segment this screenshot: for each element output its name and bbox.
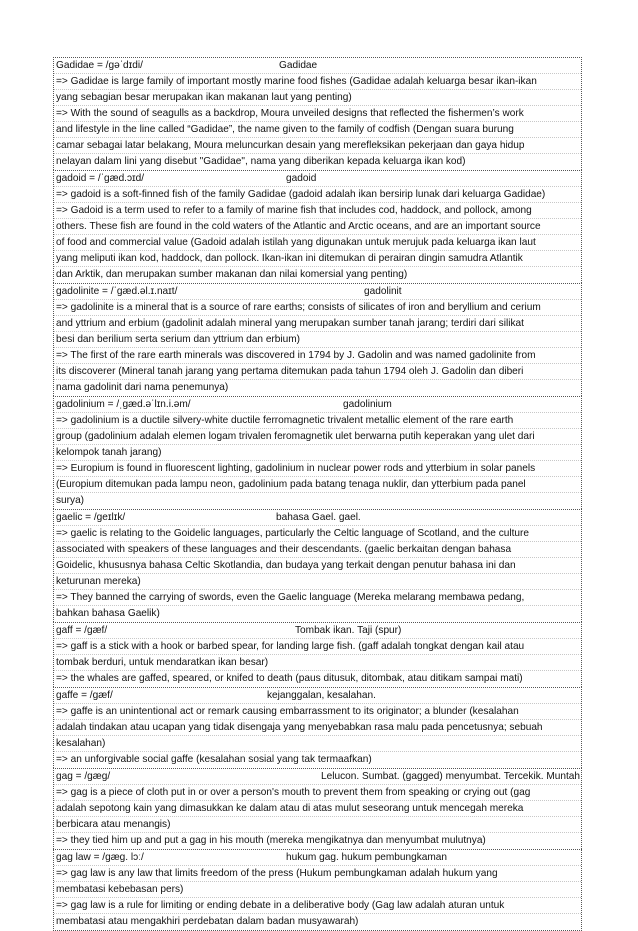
translation: Lelucon. Sumbat. (gagged) menyumbat. Tercekik. Muntah [321,771,581,782]
definition-line: bahkan bahasa Gaelik) [56,608,160,619]
dictionary-entry [53,768,582,849]
definition-line: nelayan dalam lini yang disebut "Gadidae", nama yang diberikan kepada keluarga ikan kod) [56,156,466,167]
definition-line: => Gadidae is large family of important mostly marine food fishes (Gadidae adalah keluarga besar ikan-ikan [54,74,581,90]
entry-header [54,850,581,866]
headword: gadoid = /ˈɡæd.ɔɪd/ [56,173,145,184]
definition-line: => With the sound of seagulls as a backdrop, Moura unveiled designs that reflected the fishermen’s work [54,106,581,122]
definition-line: (Europium ditemukan pada lampu neon, gadolinium pada batang tenaga nuklir, dan ytterbium pada panel [54,477,581,493]
translation: gadolinium [343,399,392,410]
entry-header [54,171,581,187]
definition-line: tombak berduri, untuk mendaratkan ikan besar) [54,655,581,671]
entry-header [54,397,581,413]
dictionary-entry [53,509,582,622]
translation: Tombak ikan. Taji (spur) [295,625,402,636]
definition-line: others. These fish are found in the cold waters of the Atlantic and Arctic oceans, and are an important source [54,219,581,235]
definition-line: group (gadolinium adalah elemen logam trivalen feromagnetik ulet berwarna putih keperakan yang ulet dari [54,429,581,445]
dictionary-entry [53,57,582,170]
definition-line: => gaelic is relating to the Goidelic languages, particularly the Celtic language of Scotland, and the culture [54,526,581,542]
definition-line: => They banned the carrying of swords, even the Gaelic language (Mereka melarang membawa pedang, [54,590,581,606]
translation: Gadidae [279,60,318,71]
definition-line: membatasi kebebasan pers) [54,882,581,898]
headword: gag law = /ɡæɡ. lɔː/ [56,852,144,863]
definition-line: => they tied him up and put a gag in his mouth (mereka mengikatnya dan menyumbat mulutnya) [56,835,486,846]
definition-line: dan Arktik, dan merupakan sumber makanan dan nilai komersial yang penting) [56,269,408,280]
headword: gadolinite = /ˈɡæd.əl.ɪ.naɪt/ [56,286,178,297]
entry-header [54,769,581,785]
definition-line: => gag law is a rule for limiting or ending debate in a deliberative body (Gag law adalah aturan untuk [54,898,581,914]
definition-line: => gaffe is an unintentional act or remark causing embarrassment to its originator; a blunder (kesalahan [54,704,581,720]
definition-line: yang meliputi ikan kod, haddock, dan pollock. Ikan-ikan ini ditemukan di perairan dingin samudra Atlantik [54,251,581,267]
definition-line: => gadoid is a soft-finned fish of the family Gadidae (gadoid adalah ikan bersirip lunak dari keluarga Gadidae) [54,187,581,203]
dictionary-entry [53,170,582,283]
definition-line: => Gadoid is a term used to refer to a family of marine fish that includes cod, haddock, and pollock, among [54,203,581,219]
definition-line: kelompok tanah jarang) [54,445,581,461]
entry-header [54,623,581,639]
definition-line: kesalahan) [54,736,581,752]
headword: gaff = /ɡæf/ [56,625,108,636]
entry-header [54,58,581,74]
definition-line: of food and commercial value (Gadoid adalah istilah yang digunakan untuk merujuk pada keluarga ikan laut [54,235,581,251]
definition-line: yang sebagian besar merupakan ikan makanan laut yang penting) [54,90,581,106]
headword: gadolinium = /ˌɡæd.əˈlɪn.i.əm/ [56,399,191,410]
definition-line: => The first of the rare earth minerals was discovered in 1794 by J. Gadolin and was named gadolinite from [54,348,581,364]
dictionary-entry [53,396,582,509]
definition-line: Goidelic, khususnya bahasa Celtic Skotlandia, dan budaya yang terkait dengan penutur bahasa ini dan [54,558,581,574]
definition-line: => gag is a piece of cloth put in or over a person's mouth to prevent them from speaking or crying out (gag [54,785,581,801]
definition-line: => Europium is found in fluorescent lighting, gadolinium in nuclear power rods and ytterbium in solar panels [54,461,581,477]
entry-header [54,510,581,526]
definition-line: surya) [56,495,85,506]
translation: hukum gag. hukum pembungkaman [286,852,448,863]
translation: gadolinit [364,286,402,297]
definition-line: its discoverer (Mineral tanah jarang yang pertama ditemukan pada tahun 1794 oleh J. Gadolin dan diberi [54,364,581,380]
definition-line: => gadolinium is a ductile silvery-white ductile ferromagnetic trivalent metallic element of the rare earth [54,413,581,429]
definition-line: adalah tindakan atau ucapan yang tidak disengaja yang menyebabkan rasa malu pada pencetusnya; sebuah [54,720,581,736]
definition-line: berbicara atau menangis) [54,817,581,833]
definition-line: membatasi atau mengakhiri perdebatan dalam badan musyawarah) [56,916,359,927]
definition-line: => gadolinite is a mineral that is a source of rare earths; consists of silicates of iron and beryllium and cerium [54,300,581,316]
dictionary-entry [53,687,582,768]
definition-line: => an unforgivable social gaffe (kesalahan sosial yang tak termaafkan) [56,754,372,765]
definition-line: besi dan berilium serta serium dan yttrium dan erbium) [54,332,581,348]
definition-line: => gaff is a stick with a hook or barbed spear, for landing large fish. (gaff adalah tongkat dengan kail atau [54,639,581,655]
headword: gaelic = /ɡeɪlɪk/ [56,512,126,523]
entry-header [54,688,581,704]
entry-header [54,284,581,300]
definition-line: associated with speakers of these languages and their descendants. (gaelic berkaitan dengan bahasa [54,542,581,558]
definition-line: and lifestyle in the line called “Gadidae”, the name given to the family of codfish (Dengan suara burung [54,122,581,138]
headword: gag = /ɡæɡ/ [56,771,111,782]
headword: gaffe = /ɡæf/ [56,690,113,701]
definition-line: camar sebagai latar belakang, Moura meluncurkan desain yang merefleksikan pekerjaan dan gaya hidup [54,138,581,154]
dictionary-page [53,57,582,931]
translation: kejanggalan, kesalahan. [267,690,376,701]
dictionary-entry [53,849,582,931]
definition-line: => the whales are gaffed, speared, or knifed to death (paus ditusuk, ditombak, atau ditikam sampai mati) [56,673,523,684]
headword: Gadidae = /gəˈdɪdi/ [56,60,143,71]
definition-line: nama gadolinit dari nama penemunya) [56,382,229,393]
definition-line: adalah sepotong kain yang dimasukkan ke dalam atau di atas mulut seseorang untuk mencegah mereka [54,801,581,817]
translation: bahasa Gael. gael. [276,512,361,523]
definition-line: and yttrium and erbium (gadolinit adalah mineral yang merupakan sumber tanah jarang; terdiri dari silikat [54,316,581,332]
translation: gadoid [286,173,317,184]
dictionary-entry [53,622,582,687]
dictionary-entry [53,283,582,396]
definition-line: keturunan mereka) [54,574,581,590]
definition-line: => gag law is any law that limits freedom of the press (Hukum pembungkaman adalah hukum yang [54,866,581,882]
